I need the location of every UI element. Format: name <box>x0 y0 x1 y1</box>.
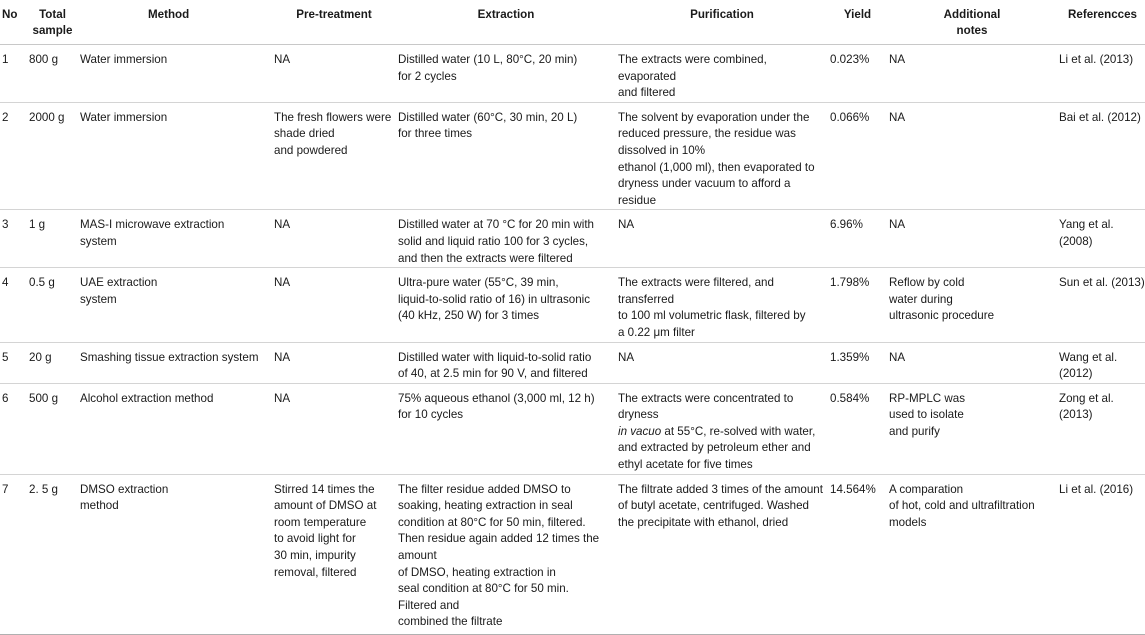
line: NA <box>889 350 906 364</box>
table-row <box>0 383 1145 474</box>
cell-purification <box>616 102 828 210</box>
cell-no: 7 <box>0 474 27 634</box>
line: Water immersion <box>80 53 168 66</box>
header-total-sample <box>27 0 78 45</box>
cell-reference: Zong et al. (2013) <box>1057 383 1145 474</box>
cell-yield: 0.584% <box>828 383 887 474</box>
line: models <box>889 515 927 529</box>
cell-notes <box>887 45 1057 103</box>
cell-reference: Wang et al. (2012) <box>1057 342 1145 383</box>
cell-notes <box>887 268 1057 342</box>
line: to 100 ml volumetric flask, filtered by <box>618 309 806 323</box>
table-body <box>0 45 1145 635</box>
line: evaporated <box>618 69 677 83</box>
cell-extraction <box>396 102 616 210</box>
line: Distilled water (10 L, 80°C, 20 min) <box>398 53 578 66</box>
line: removal, filtered <box>274 565 357 579</box>
line: Distilled water (60°C, 30 min, 20 L) <box>398 110 578 124</box>
line: The extracts were combined, <box>618 53 767 66</box>
cell-sample: 20 g <box>27 342 78 383</box>
header-total-line2: sample <box>32 24 73 37</box>
table-row <box>0 268 1145 342</box>
cell-sample: 2. 5 g <box>27 474 78 634</box>
cell-no: 3 <box>0 210 27 268</box>
line: NA <box>274 391 291 405</box>
line: the precipitate with ethanol, dried <box>618 515 789 529</box>
cell-no: 2 <box>0 102 27 210</box>
cell-yield: 0.023% <box>828 45 887 103</box>
cell-purification <box>616 210 828 268</box>
header-notes-line2: notes <box>956 24 988 37</box>
line: for three times <box>398 127 473 141</box>
line: NA <box>274 350 291 364</box>
cell-sample: 500 g <box>27 383 78 474</box>
cell-extraction <box>396 210 616 268</box>
cell-pretreatment <box>272 45 396 103</box>
cell-no: 1 <box>0 45 27 103</box>
line: room temperature <box>274 515 367 529</box>
line: The extracts were concentrated to <box>618 391 794 405</box>
cell-purification <box>616 45 828 103</box>
table-row <box>0 474 1145 634</box>
table-row <box>0 342 1145 383</box>
line: residue <box>618 193 657 207</box>
header-no: No <box>0 0 27 45</box>
header-purification: Purification <box>616 0 828 45</box>
cell-yield: 1.798% <box>828 268 887 342</box>
line: solid and liquid ratio 100 for 3 cycles, <box>398 234 589 248</box>
line: Filtered and <box>398 598 460 612</box>
line: Water immersion <box>80 110 168 124</box>
line: NA <box>889 218 906 232</box>
cell-extraction <box>396 383 616 474</box>
line: amount of DMSO at <box>274 499 377 513</box>
line-rest: at 55°C, re-solved with water, <box>661 424 816 438</box>
table-row <box>0 102 1145 210</box>
cell-method <box>78 383 272 474</box>
line: NA <box>889 110 906 124</box>
line: seal condition at 80°C for 50 min. <box>398 582 569 596</box>
header-additional-notes <box>887 0 1057 45</box>
line: Distilled water with liquid-to-solid ratio <box>398 350 592 364</box>
line: used to isolate <box>889 408 964 422</box>
line: combined the filtrate <box>398 615 503 629</box>
line: dissolved in 10% <box>618 143 706 157</box>
cell-extraction <box>396 268 616 342</box>
line: NA <box>618 218 635 232</box>
table-header <box>0 0 1145 45</box>
line: 75% aqueous ethanol (3,000 ml, 12 h) <box>398 391 595 405</box>
line: Ultra-pure water (55°C, 39 min, <box>398 276 559 290</box>
line: Alcohol extraction method <box>80 391 214 405</box>
line: water during <box>889 292 953 306</box>
line: Smashing tissue extraction system <box>80 350 259 364</box>
cell-sample: 800 g <box>27 45 78 103</box>
cell-pretreatment <box>272 383 396 474</box>
line: NA <box>889 53 906 66</box>
cell-purification <box>616 383 828 474</box>
cell-pretreatment <box>272 474 396 634</box>
cell-sample: 2000 g <box>27 102 78 210</box>
cell-extraction <box>396 474 616 634</box>
cell-method <box>78 45 272 103</box>
line: dryness under vacuum to afford a <box>618 177 791 191</box>
line: Distilled water at 70 °C for 20 min with <box>398 218 595 232</box>
line: to avoid light for <box>274 532 356 546</box>
cell-purification <box>616 474 828 634</box>
line: RP-MPLC was <box>889 391 966 405</box>
line: system <box>80 292 117 306</box>
line: Stirred 14 times the <box>274 482 375 496</box>
line: condition at 80°C for 50 min, filtered. <box>398 515 586 529</box>
line: 30 min, impurity <box>274 549 356 563</box>
cell-reference: Li et al. (2016) <box>1057 474 1145 634</box>
header-total-line1: Total <box>39 8 66 21</box>
cell-pretreatment <box>272 268 396 342</box>
cell-no: 4 <box>0 268 27 342</box>
cell-notes <box>887 342 1057 383</box>
cell-sample: 0.5 g <box>27 268 78 342</box>
cell-yield: 1.359% <box>828 342 887 383</box>
cell-yield: 14.564% <box>828 474 887 634</box>
cell-method <box>78 474 272 634</box>
line: and powdered <box>274 143 348 157</box>
line: The filtrate added 3 times of the amount <box>618 482 823 496</box>
line: shade dried <box>274 127 335 141</box>
line: system <box>80 234 117 248</box>
line: MAS-I microwave extraction <box>80 218 225 232</box>
header-yield: Yield <box>828 0 887 45</box>
header-method: Method <box>78 0 272 45</box>
cell-method <box>78 342 272 383</box>
line: The filter residue added DMSO to <box>398 482 571 496</box>
line: transferred <box>618 292 675 306</box>
line: Then residue again added 12 times the <box>398 532 600 546</box>
cell-purification <box>616 342 828 383</box>
line <box>618 424 826 441</box>
header-pretreatment: Pre-treatment <box>272 0 396 45</box>
cell-pretreatment <box>272 342 396 383</box>
line: of 40, at 2.5 min for 90 V, and filtered <box>398 367 588 381</box>
line: and purify <box>889 424 940 438</box>
line: DMSO extraction <box>80 482 169 496</box>
cell-reference: Yang et al. (2008) <box>1057 210 1145 268</box>
line: The solvent by evaporation under the <box>618 110 810 124</box>
line: A comparation <box>889 482 964 496</box>
cell-reference: Bai et al. (2012) <box>1057 102 1145 210</box>
line: NA <box>274 53 291 66</box>
cell-sample: 1 g <box>27 210 78 268</box>
cell-method <box>78 268 272 342</box>
line: of butyl acetate, centrifuged. Washed <box>618 499 809 513</box>
cell-no: 5 <box>0 342 27 383</box>
cell-pretreatment <box>272 210 396 268</box>
cell-reference: Sun et al. (2013) <box>1057 268 1145 342</box>
cell-no: 6 <box>0 383 27 474</box>
cell-purification <box>616 268 828 342</box>
cell-extraction <box>396 45 616 103</box>
line: soaking, heating extraction in seal <box>398 499 573 513</box>
line: dryness <box>618 408 659 422</box>
line: ultrasonic procedure <box>889 309 995 323</box>
header-notes-line1: Additional <box>943 8 1001 21</box>
cell-method <box>78 102 272 210</box>
cell-notes <box>887 210 1057 268</box>
line: liquid-to-solid ratio of 16) in ultrasonic <box>398 292 591 306</box>
cell-yield: 0.066% <box>828 102 887 210</box>
cell-notes <box>887 383 1057 474</box>
header-references: Referencces <box>1057 0 1145 45</box>
line: NA <box>274 276 291 290</box>
line: and filtered <box>618 86 676 100</box>
line: of hot, cold and ultrafiltration <box>889 499 1035 513</box>
line: ethyl acetate for five times <box>618 458 753 472</box>
line: NA <box>274 218 291 232</box>
line: Reflow by cold <box>889 276 965 290</box>
cell-notes <box>887 102 1057 210</box>
line: and then the extracts were filtered <box>398 251 573 265</box>
line: The fresh flowers were <box>274 110 392 124</box>
line: method <box>80 499 119 513</box>
line: reduced pressure, the residue was <box>618 127 796 141</box>
table-row <box>0 210 1145 268</box>
cell-reference: Li et al. (2013) <box>1057 45 1145 103</box>
cell-extraction <box>396 342 616 383</box>
cell-notes <box>887 474 1057 634</box>
line: The extracts were filtered, and <box>618 276 774 290</box>
line: ethanol (1,000 ml), then evaporated to <box>618 160 815 174</box>
table-row <box>0 45 1145 103</box>
line: UAE extraction <box>80 276 158 290</box>
line: NA <box>618 350 635 364</box>
line: of DMSO, heating extraction in <box>398 565 556 579</box>
italic-term: in vacuo <box>618 424 662 438</box>
line: (40 kHz, 250 W) for 3 times <box>398 309 540 323</box>
cell-method <box>78 210 272 268</box>
line: and extracted by petroleum ether and <box>618 441 811 455</box>
cell-yield: 6.96% <box>828 210 887 268</box>
cell-pretreatment <box>272 102 396 210</box>
line: amount <box>398 549 437 563</box>
header-extraction: Extraction <box>396 0 616 45</box>
line: for 2 cycles <box>398 69 457 83</box>
line: for 10 cycles <box>398 408 464 422</box>
line: a 0.22 μm filter <box>618 325 695 339</box>
